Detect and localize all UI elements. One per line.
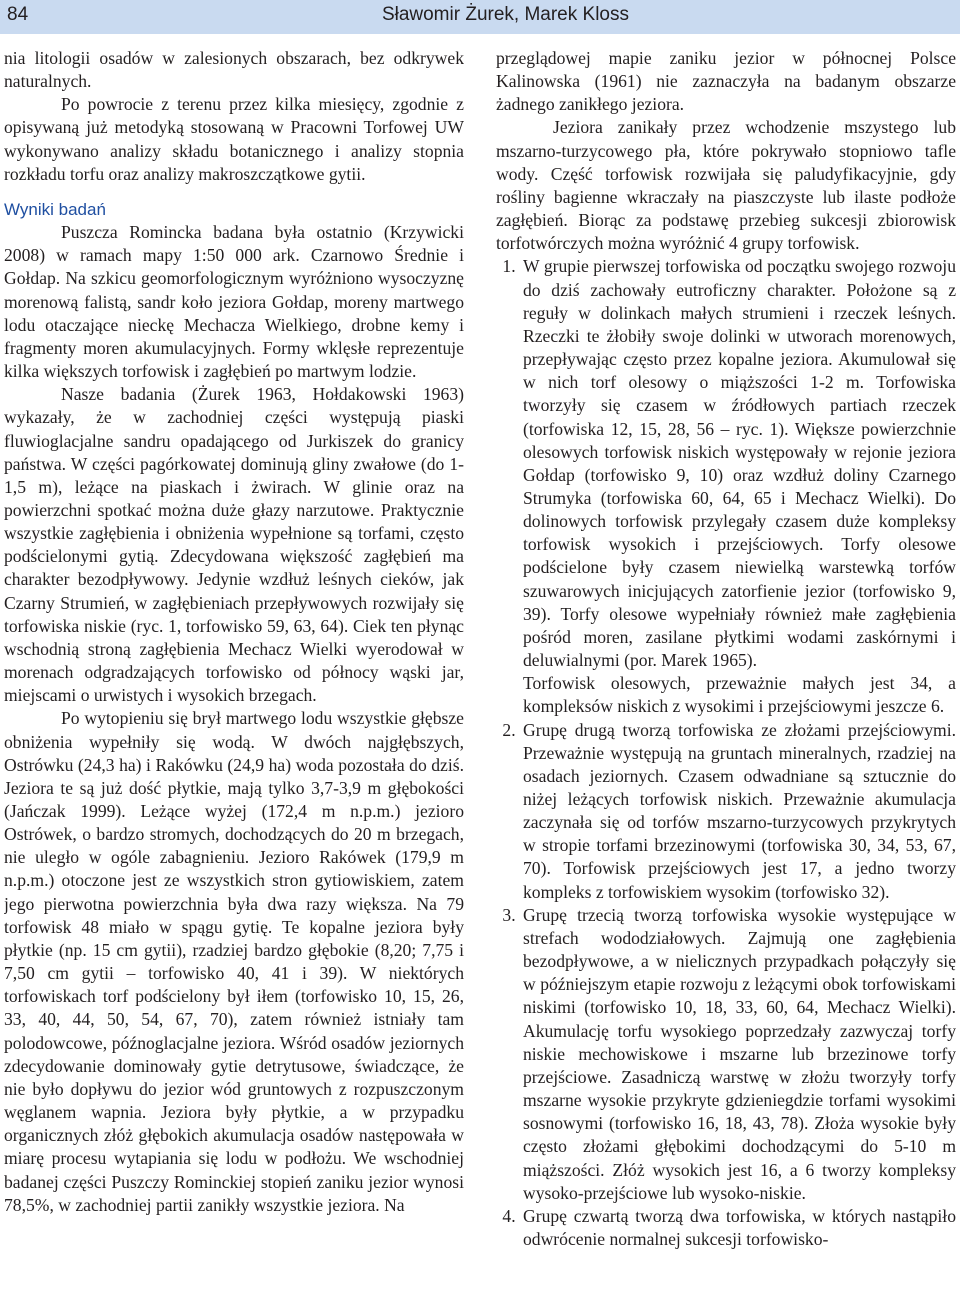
list-item — [520, 719, 956, 904]
right-column — [496, 47, 956, 1305]
section-heading: Wyniki badań — [4, 199, 106, 219]
list-item-text: 3. Grupę trzecią tworzą torfowiska wysokie występujące w strefach wododziałowych. Zajmują one zagłębienia bezodpływowe, a w nielicznych przypadkach połączyły się w późniejszym etapie rozwoju z leżącymi obok torfowiskami niskimi (torfowisko 10, 18, 33, 60, 64, Mechacz Wielki). Akumulację torfu wysokiego poprzedzały zazwyczaj torfy niskie mechowiskowe i mszarne lub brzezinowe torfy przejściowe. Zasadniczą warstwę w złożu tworzyły torfy mszarne wysokie przykryte gdzieniegdzie torfami wysokimi sosnowymi (torfowisko 16, 18, 43, 78). Złoża wysokie były często złożami głębokimi dochodzącymi do 5-10 m miąższości. Złóż wysokich jest 16, a 6 tworzy kompleksy wysoko-przejściowe lub wysoko-niskie. — [523, 904, 956, 1203]
list-item-text: 4. Grupę czwartą tworzą dwa torfowiska, w których nastąpiło odwrócenie normalnej sukcesji torfowisko- — [523, 1205, 956, 1249]
paragraph: Jeziora zanikały przez wchodzenie mszystego lub mszarno-turzycowego pła, które pokrywało stopniowo tafle wody. Część torfowisk rozwijała się paludyfikacyjnie, gdy rośliny bagienne wkraczały na piaszczyste lub ilaste podłoże zagłębień. Biorąc za podstawę przebieg sukcesji zbiorowisk torfotwórczych można wyróżnić 4 grupy torfowisk. — [496, 117, 956, 254]
page-number: 84 — [7, 4, 29, 25]
list-item — [520, 255, 956, 718]
paragraph: Po powrocie z terenu przez kilka miesięcy, zgodnie z opisywaną już metodyką stosowaną w Pracowni Torfowej UW wykonywano analizy składu botanicznego i analizy stopnia rozkładu torfu oraz analizy makroszczątkowe gytii. — [4, 94, 464, 184]
list-item-text: 1. W grupie pierwszej torfowiska od początku swojego rozwoju do dziś zachowały eutroficzny charakter. Położone są z reguły w dolinkach małych strumieni i rzeczek leśnych. Rzeczki te żłobiły swoje dolinki w utworach morenowych, przepływając często przez kopalne jeziora. Akumulował się w nich torf olesowy o miąższości 1-2 m. Torfowiska tworzyły się czasem w źródłowych partiach rzeczek (torfowiska 12, 15, 28, 56 – ryc. 1). Większe powierzchnie olesowych torfowisk niskich występowały w rejonie jeziora Gołdap (torfowisko 9, 10) oraz wzdłuż doliny Czarnego Strumyka (torfowiska 60, 64, 65 i Mechacz Wielki). Do dolinowych torfowisk przylegały czasem duże kompleksy torfowisk wysokich i przejściowych. Torfy olesowe podścielone były czasem niewielką warstewką torfów szuwarowych inicjujących zatorfienie jezior (torfowisko 9, 39). Torfy olesowe wypełniały również małe zagłębienia pośród moren, zasilane płytkimi wodami zaskórnymi i deluwialnymi (por. Marek 1965). — [523, 256, 956, 671]
list-item — [520, 1205, 956, 1251]
list-item — [520, 904, 956, 1205]
list-item-text: 2. Grupę drugą tworzą torfowiska ze złożami przejściowymi. Przeważnie występują na gruntach mineralnych, rzadziej na osadach jeziornych. Czasem odwadniane są sztucznie do niżej leżących torfowisk niskich. Przeważnie akumulacja zaczynała się od torfów mszarno-turzycowych przykrytych w stropie torfami brzezinowymi (torfowiska 30, 34, 53, 67, 70). Torfowisk przejściowych jest 17, a jedno tworzy kompleks z torfowiskiem wysokim (torfowisko 32). — [523, 719, 956, 902]
running-header — [0, 0, 960, 34]
paragraph: Nasze badania (Żurek 1963, Hołdakowski 1963) wykazały, że w zachodniej części występują piaski fluwioglacjalne sandru opadającego od Jurkiszek do granicy państwa. W części pagórkowatej dominują gliny zwałowe (do 1-1,5 m), leżące na piaskach i żwirach. W glinie oraz na powierzchni spotkać można duże głazy narzutowe. Praktycznie wszystkie zagłębienia i obniżenia wypełnione są torfami, często podścielonymi gytią. Zdecydowana większość zagłębień ma charakter bezodpływowy. Jedynie wzdłuż leśnych cieków, jak Czarny Strumień, w zagłębieniach przepływowych rozwijały się torfowiska niskie (ryc. 1, torfowisko 59, 63, 64). Ciek ten płynąc wschodnią stroną zagłębienia Mechacz Wielki wyerodował w morenach odgradzających torfowisko od północy wąski jar, miejscami o urwistych i wysokich brzegach. — [4, 384, 464, 706]
running-header-authors: Sławomir Żurek, Marek Kloss — [381, 4, 629, 25]
paragraph: Po wytopieniu się brył martwego lodu wszystkie głębsze obniżenia wypełniły się wodą. W dwóch najgłębszych, Ostrówku (24,3 ha) i Rakówku (24,9 ha) woda pozostała do dziś. Jeziora te są już dość płytkie, mają tylko 3,7-3,9 m głębokości (Jańczak 1999). Leżące wyżej (172,4 m n.p.m.) jezioro Ostrówek, o bardzo stromych, dochodzących do 20 m brzegach, nie uległo w ogóle zabagnieniu. Jezioro Rakówek (179,9 m n.p.m.) otoczone jest ze wszystkich stron gytiowiskiem, zatem jego pierwotna powierzchnia była dwa razy większa. Na 79 torfowisk 48 miało w spągu gytię. Te kopalne jeziora były płytkie (np. 15 cm gytii), rzadziej bardzo głębokie (8,20; 7,75 i 7,50 cm gytii – torfowisko 40, 41 i 39). W niektórych torfowiskach torf podścielony był iłem (torfowisko 10, 15, 26, 33, 40, 44, 50, 54, 67, 70), zatem również istniały tam polodowcowe, późnoglacjalne jeziora. Wśród osadów jeziornych zdecydowanie dominowały gytie detrytusowe, świadczące, że nie było dopływu do jezior wód gruntowych z rozpuszczonym węglanem wapnia. Jeziora były płytkie, a w przypadku organicznych złóż głębokich akumulacja osadów następowała w miarę procesu wytapiania się lodu w podłożu. We wschodniej badanej części Puszczy Rominckiej stopień zaniku jezior wynosi 78,5%, w zachodniej partii zanikły wszystkie jeziora. Na — [4, 708, 464, 1215]
left-column — [4, 47, 464, 1305]
paragraph: nia litologii osadów w zalesionych obszarach, bez odkrywek naturalnych. — [4, 48, 464, 92]
paragraph: Puszcza Romincka badana była ostatnio (Krzywicki 2008) w ramach mapy 1:50 000 ark. Czarnowo Średnie i Gołdap. Na szkicu geomorfologicznym wyróżniono wysoczyznę morenową falistą, sandr koło jeziora Gołdap, moreny martwego lodu otaczające nieckę Mechacza Wielkiego, drobne kemy i fragmenty moren akumulacyjnych. Formy wklęsłe reprezentuje kilka większych torfowisk i zagłębień po martwym lodzie. — [4, 222, 464, 382]
paragraph: przeglądowej mapie zaniku jezior w północnej Polsce Kalinowska (1961) nie zaznaczyła na badanym obszarze żadnego zanikłego jeziora. — [496, 48, 956, 115]
peatland-groups-list — [496, 255, 956, 1251]
list-item-subtext: Torfowisk olesowych, przeważnie małych jest 34, a kompleksów niskich z wysokimi i przejściowymi jeszcze 6. — [523, 673, 956, 717]
